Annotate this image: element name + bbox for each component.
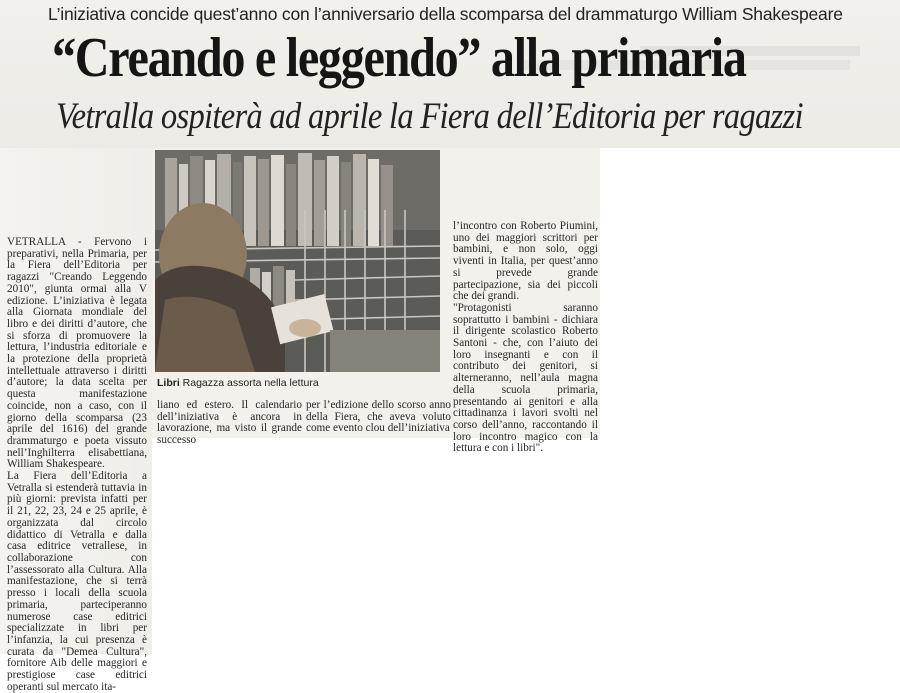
photo-caption-text: Ragazza assorta nella lettura — [182, 377, 319, 389]
photo-illustration — [155, 150, 440, 372]
article-column-3: per l’edizione dello scorso anno della Fiera, che aveva voluto come evento clou dell’iniziativa — [306, 399, 451, 435]
photo-caption-label: Libri — [157, 377, 180, 389]
article-kicker: L’iniziativa concide quest’anno con l’anniversario della scomparsa del drammaturgo William Shakespeare — [48, 4, 843, 24]
photo-caption — [157, 377, 437, 389]
article-column-4: l’incontro con Roberto Piumini, uno dei maggiori scrittori per bambini, e non solo, oggi viventi in Italia, per quest’anno si prevede grande partecipazione, sia dei piccoli che dei grandi. "Protagonisti saranno soprattutto i bambini - dichiara il dirigente scolastico Roberto Santoni - che, con l’aiuto dei loro insegnanti e con il contributo dei genitori, si alterneranno, nell’aula magna della scuola primaria, presentando ai genitori e alla cittadinanza i lavori svolti nel corso dell’anno, raccontando il loro incontro magico con la lettura e con i libri". — [453, 220, 598, 455]
article-subhead: Vetralla ospiterà ad aprile la Fiera dell’Editoria per ragazzi — [56, 96, 803, 137]
article-headline: “Creando e leggendo” alla primaria — [52, 27, 746, 89]
article-column-1: VETRALLA - Fervono i preparativi, nella Primaria, per la Fiera dell’Editoria per ragazzi "Creando Leggendo 2010", giunta ormai alla V edizione. L’iniziativa è legata alla Giornata mondiale del libro e dei diritti d’autore, che si sforza di promuovere la lettura, l’industria editoriale e la protezione della proprietà intellettuale attraverso i diritti d’autore; la data scelta per questa manifestazione coincide, non a caso, con il giorno della scomparsa (23 aprile del 1616) del grande drammaturgo e poeta vissuto nell’Inghilterra elisabettiana, William Shakespeare. La Fiera dell’Editoria a Vetralla si estenderà tuttavia in più giorni: prevista infatti per il 21, 22, 23, 24 e 25 aprile, è organizzata dal circolo didattico di Vetralla e dalla casa editrice vetrallese, in collaborazione con l’assessorato alla Cultura. Alla manifestazione, che si terrà presso i locali della scuola primaria, parteciperanno numerose case editrici specializzate in libri per l’infanzia, la cui presenza è curata da "Demea Cultura", fornitore Aib delle maggiori e prestigiose case editrici operanti sul mercato ita- — [7, 236, 147, 693]
article-column-2: liano ed estero. Il calendario dell’iniziativa è ancora in lavorazione, ma visto il grande successo — [157, 399, 302, 447]
article-photo — [155, 150, 440, 372]
